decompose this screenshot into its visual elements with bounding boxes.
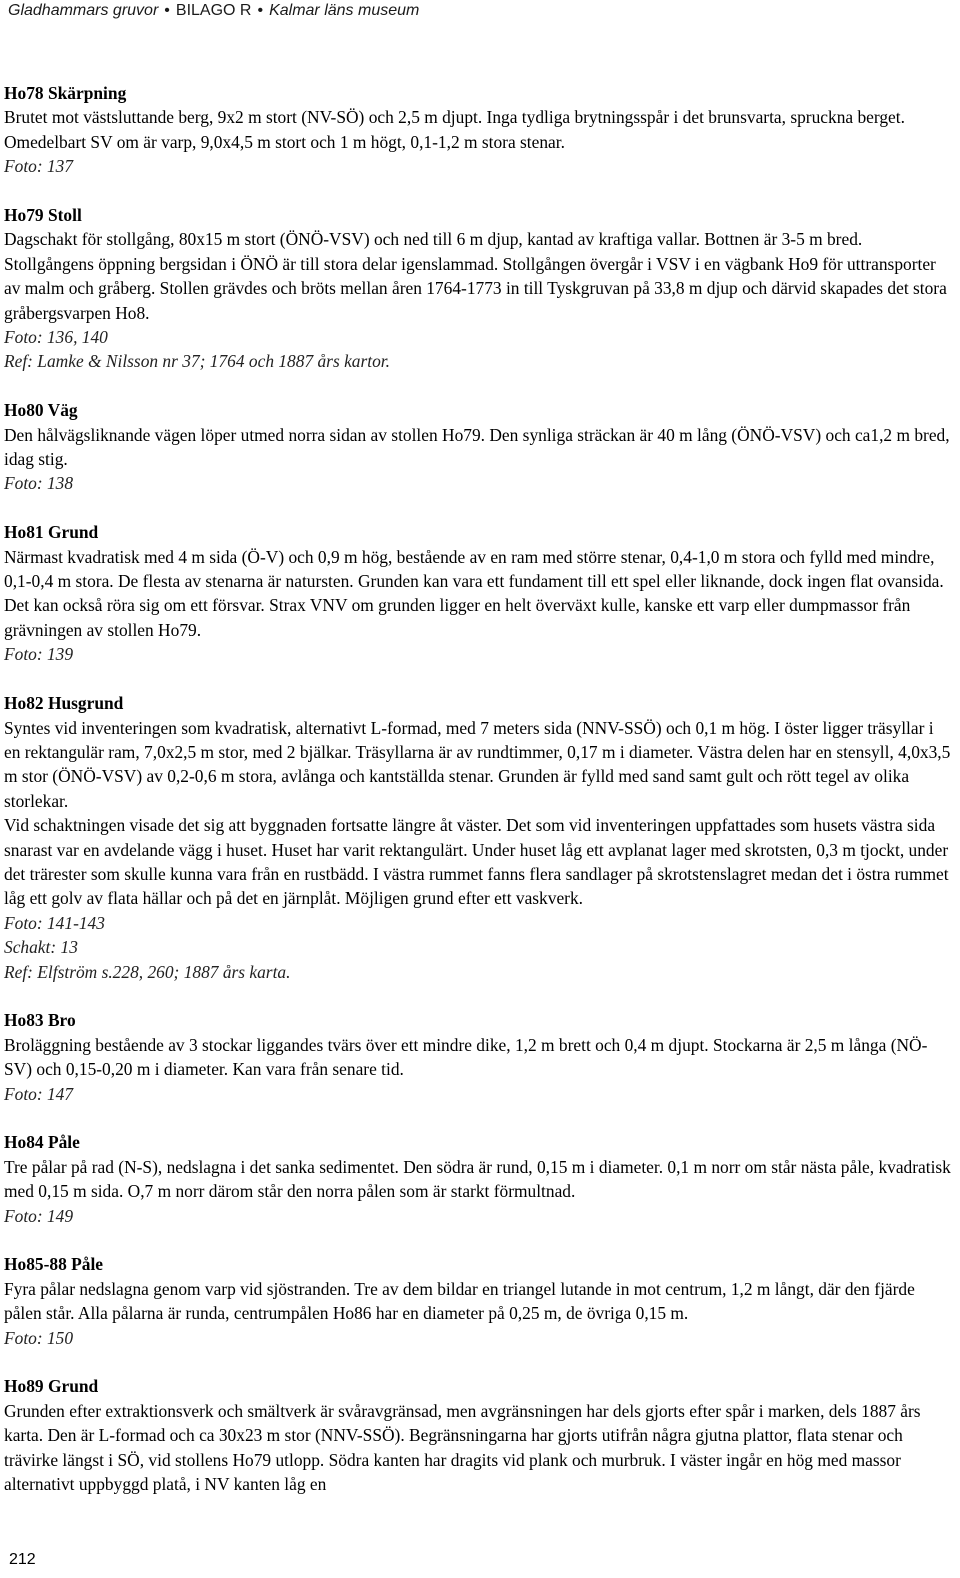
entry-photo-ref: Foto: 150 xyxy=(4,1327,74,1348)
entry-description: Broläggning bestående av 3 stockar liggandes tvärs över ett mindre dike, 1,2 m brett och 0,4 m djupt. Stockarna är 2,5 m långa (NÖ-SV) och 0,15-0,20 m i diameter. Kan vara från senare tid. xyxy=(4,1034,928,1080)
entry-description: Närmast kvadratisk med 4 m sida (Ö-V) och 0,9 m hög, bestående av en ram med större stenar, 0,4-1,0 m stora och fylld med mindre, 0,1-0,4 m stora. De flesta av stenarna är natursten. Grunden kan vara ett fundament till ett spel eller liknande, dock ingen flat ovansida. Det kan också röra sig om ett försvar. Strax VNV om grunden ligger en helt överväxt kulle, kanske ett varp eller dumpmassor från grävningen av stollen Ho79. xyxy=(4,546,944,640)
document-body xyxy=(4,81,952,1521)
entry-ho83 xyxy=(4,1008,952,1106)
entry-ho85-88 xyxy=(4,1252,952,1350)
entry-heading: Ho80 Väg xyxy=(4,400,78,421)
entry-heading: Ho78 Skärpning xyxy=(4,83,127,103)
entry-heading: Ho79 Stoll xyxy=(4,205,82,226)
entry-ho82 xyxy=(4,691,952,984)
entry-ho79 xyxy=(4,203,952,374)
entry-photo-ref: Foto: 136, 140 xyxy=(4,327,108,348)
entry-photo-ref: Foto: 141-143 xyxy=(4,912,105,933)
entry-description: Fyra pålar nedslagna genom varp vid sjöstranden. Tre av dem bildar en triangel lutande in mot centrum, 1,2 m långt, där den fjärde pålen står. Alla pålarna är runda, centrumpålen Ho86 har en diameter på 0,25 m, de övriga 0,15 m. xyxy=(4,1278,915,1324)
entry-heading: Ho84 Påle xyxy=(4,1132,80,1153)
page-number: 212 xyxy=(9,1551,36,1568)
entry-heading: Ho81 Grund xyxy=(4,522,99,543)
entry-description: Syntes vid inventeringen som kvadratisk, alternativt L-formad, med 7 meters sida (NNV-SSÖ) och 0,1 m hög. I öster ligger träsyllar i en rektangulär ram, 7,0x2,5 m stor, med 2 bjälkar. Träsyllarna är av rundtimmer, 0,17 m i diameter. Västra delen har en stensyll, 4,0x3,5 m stor (ÖNÖ-VSV) av 0,2-0,6 m stora, avlånga och kantställda stenar. Grunden är fylld med sand samt gult och rött tegel av olika storlekar. xyxy=(4,717,951,811)
entry-description: Brutet mot västsluttande berg, 9x2 m stort (NV-SÖ) och 2,5 m djupt. Inga tydliga brytningsspår i det brunsvarta, spruckna berget. Omedelbart SV om är varp, 9,0x4,5 m stort och 1 m högt, 0,1-1,2 m stora stenar. xyxy=(4,107,905,152)
header-separator-1: • xyxy=(164,2,170,19)
entry-description: Tre pålar på rad (N-S), nedslagna i det sanka sedimentet. Den södra är rund, 0,15 m i diameter. 0,1 m norr om står nästa påle, kvadratisk med 0,15 m sida. O,7 m norr därom står den norra pålen som är starkt förmultnad. xyxy=(4,1156,951,1202)
header-site: Gladhammars gruvor xyxy=(8,2,159,19)
entry-ho81 xyxy=(4,520,952,666)
entry-description: Grunden efter extraktionsverk och smältverk är svåravgränsad, men avgränsningen har dels gjorts efter spår i marken, dels 1887 års karta. Den är L-formad och ca 30x23 m stor (NNV-SSÖ). Begränsningarna har gjorts utifrån några gjutna plattor, flata stenar och trävirke längst i SÖ, vid stollens Ho79 utlopp. Södra kanten har dragits vid plank och murbruk. I väster ingår en hög med massor alternativt uppbyggd platå, i NV kanten låg en xyxy=(4,1400,921,1495)
header-appendix: BILAGO R xyxy=(175,2,252,19)
entry-ho89 xyxy=(4,1374,952,1496)
entry-heading: Ho82 Husgrund xyxy=(4,693,124,714)
entry-description: Dagschakt för stollgång, 80x15 m stort (ÖNÖ-VSV) och ned till 6 m djup, kantad av kraftiga vallar. Bottnen är 3-5 m bred. Stollgångens öppning bergsidan i ÖNÖ är till stora delar igenslammad. Stollgången övergår i VSV i en vägbank Ho9 för uttransporter av malm och gråberg. Stollen grävdes och bröts mellan åren 1764-1773 in till Tyskgruvan på 33,8 m djup och därvid skapades det stora gråbergsvarpen Ho8. xyxy=(4,229,947,323)
entry-reference: Ref: Elfström s.228, 260; 1887 års karta. xyxy=(4,961,291,982)
entry-photo-ref: Foto: 137 xyxy=(4,156,74,177)
entry-ho84 xyxy=(4,1130,952,1228)
entry-photo-ref: Foto: 147 xyxy=(4,1083,74,1104)
entry-heading: Ho83 Bro xyxy=(4,1010,76,1031)
header-museum: Kalmar läns museum xyxy=(269,2,420,19)
entry-photo-ref: Foto: 138 xyxy=(4,473,74,494)
entry-ho78 xyxy=(4,81,952,179)
entry-photo-ref: Foto: 149 xyxy=(4,1205,74,1226)
header-separator-2: • xyxy=(257,2,264,19)
entry-heading: Ho85-88 Påle xyxy=(4,1254,104,1275)
entry-ho80 xyxy=(4,398,952,496)
entry-heading: Ho89 Grund xyxy=(4,1376,99,1397)
entry-reference: Ref: Lamke & Nilsson nr 37; 1764 och 1887 års kartor. xyxy=(4,351,390,372)
entry-description: Vid schaktningen visade det sig att byggnaden fortsatte längre åt väster. Det som vid inventeringen uppfattades som husets västra sida snarast var en avdelande vägg i huset. Huset har varit rektangulärt. Under huset låg ett avplanat lager med skrotsten, 0,3 m tjockt, under det trärester som skulle kunna vara från en rustbädd. I västra rummet fanns flera sandlager på skrotstenslagret medan det i östra rummet låg ett golv av flata hällar och på det en järnplåt. Möjligen grund efter ett vaskverk. xyxy=(4,815,949,909)
entry-photo-ref: Foto: 139 xyxy=(4,644,74,665)
entry-trench-ref: Schakt: 13 xyxy=(4,937,78,958)
entry-description: Den hålvägsliknande vägen löper utmed norra sidan av stollen Ho79. Den synliga sträckan är 40 m lång (ÖNÖ-VSV) och ca1,2 m bred, idag stig. xyxy=(4,424,950,470)
running-header xyxy=(8,2,419,24)
